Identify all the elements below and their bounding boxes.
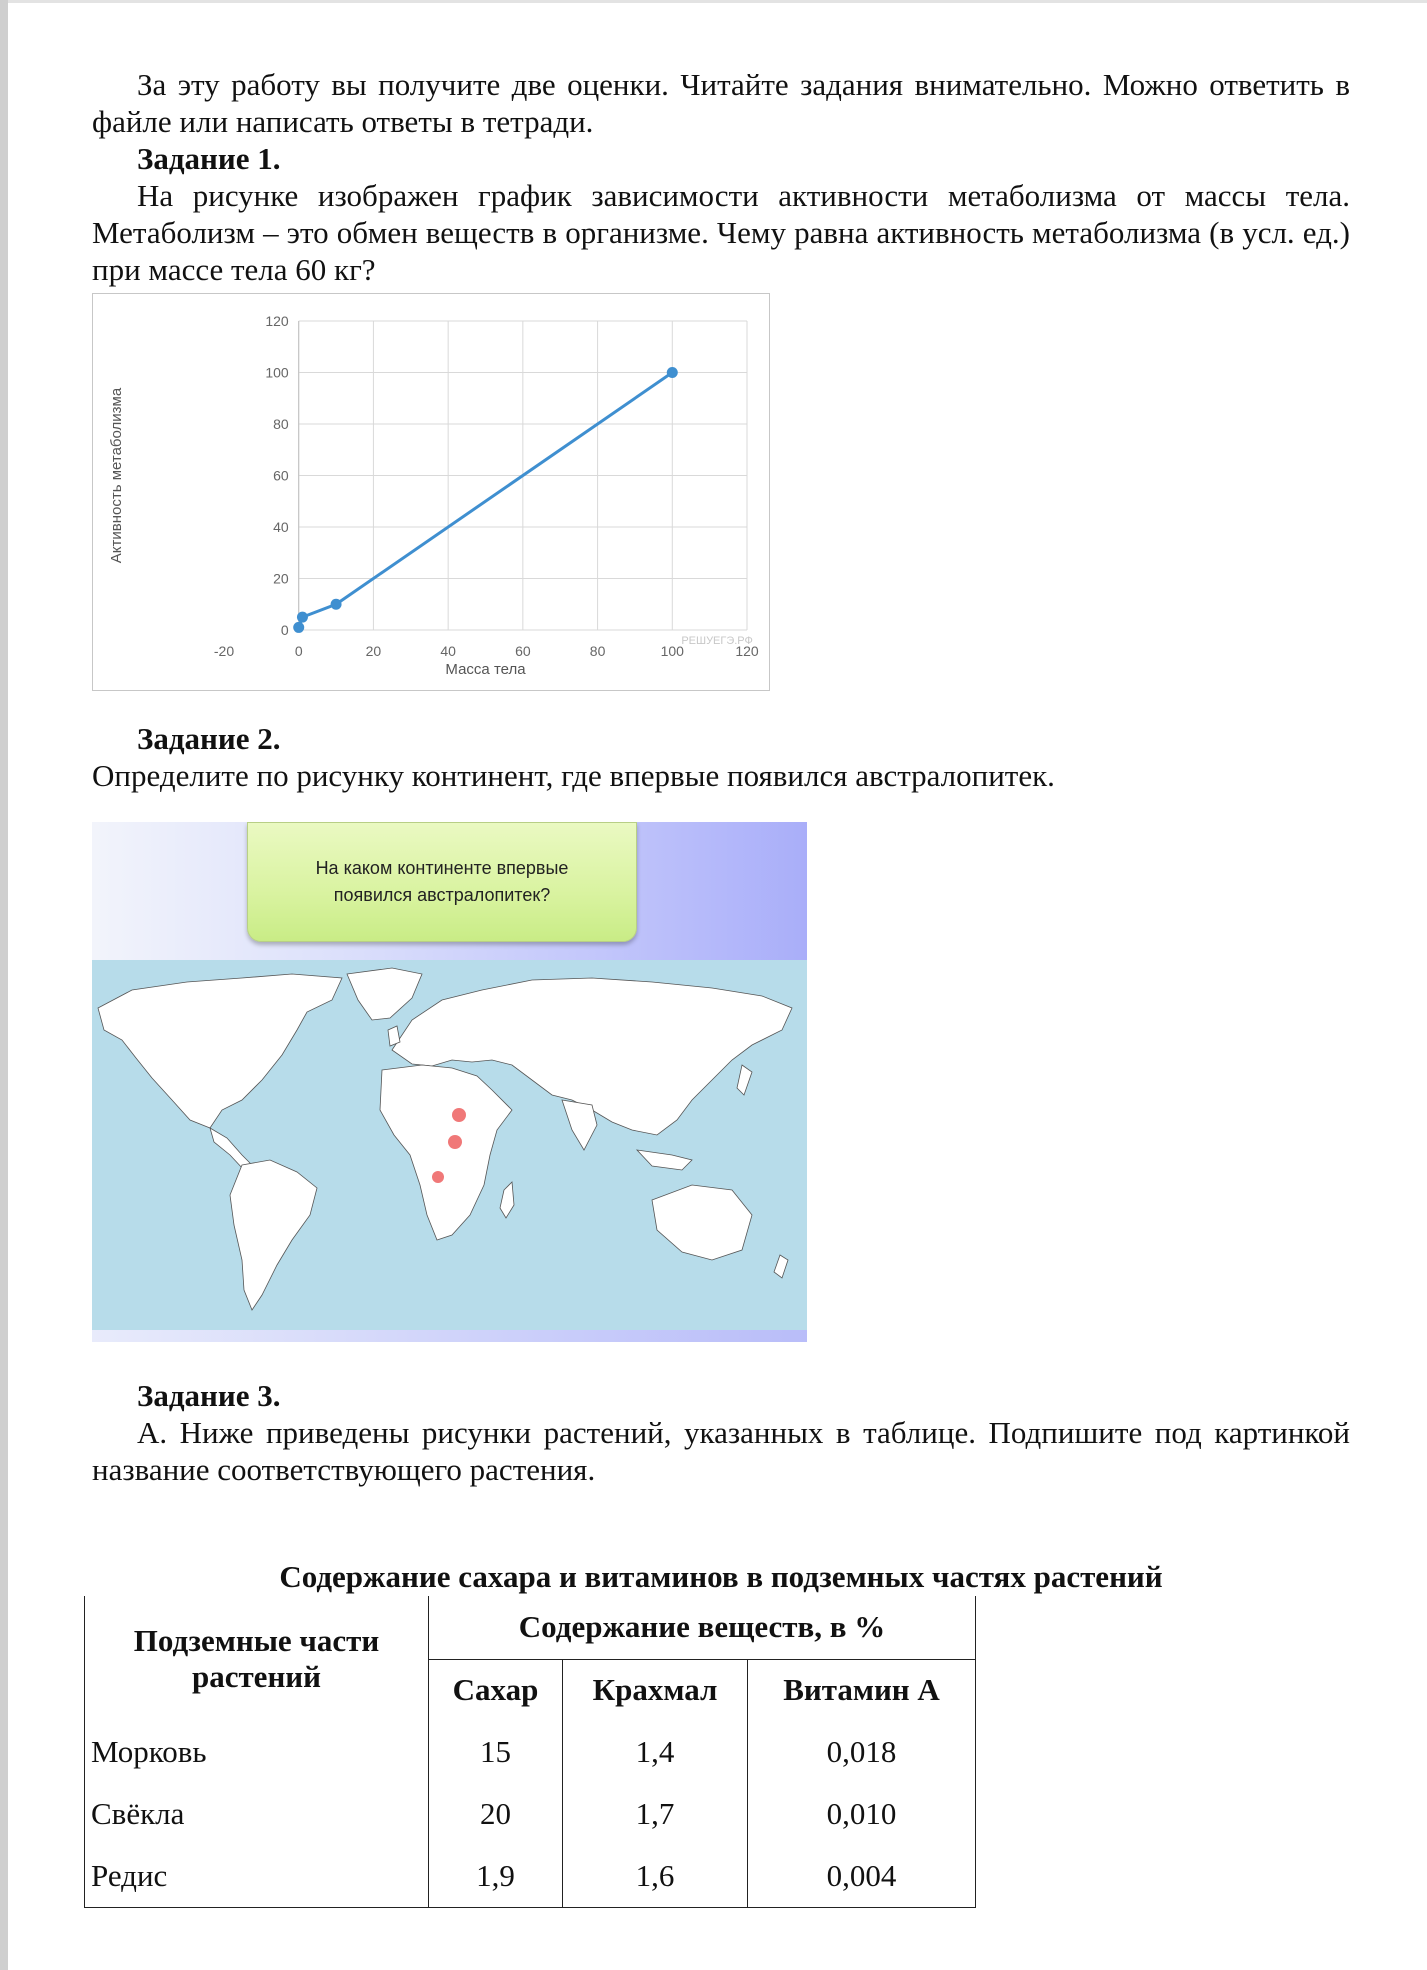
table-col-header: Крахмал (563, 1659, 748, 1721)
table-title: Содержание сахара и витаминов в подземных частях растений (279, 1559, 1163, 1594)
map-bottom-strip (92, 1330, 807, 1342)
page-left-edge (0, 0, 8, 1970)
y-tick-label: 20 (273, 570, 289, 587)
continent-africa (380, 1065, 512, 1240)
table-row (85, 1845, 976, 1907)
x-axis-title: Масса тела (445, 661, 526, 678)
table-cell: 15 (429, 1721, 563, 1783)
table-col-header: Сахар (429, 1659, 563, 1721)
island-uk (388, 1026, 400, 1046)
page-top-edge (0, 0, 1427, 3)
marker-central-africa (432, 1171, 444, 1183)
x-tick-label: 100 (660, 643, 684, 659)
chart-svg (93, 294, 769, 690)
metabolism-chart (92, 293, 770, 691)
intro-paragraph: За эту работу вы получите две оценки. Читайте задания внимательно. Можно ответить в файле или написать ответы в тетради. (92, 67, 1350, 139)
task1-text: На рисунке изображен график зависимости активности метаболизма от массы тела. Метаболизм – это обмен веществ в организме. Чему равна активность метаболизма (в усл. ед.) при массе тела 60 кг? (92, 178, 1350, 287)
table-cell: 20 (429, 1783, 563, 1845)
table-cell-name: Морковь (85, 1721, 429, 1783)
task1-heading: Задание 1. (137, 141, 281, 176)
table-cell: 1,9 (429, 1845, 563, 1907)
marker-ethiopia-south (448, 1135, 462, 1149)
x-tick-label: -20 (213, 643, 235, 659)
y-tick-label: 100 (265, 364, 289, 381)
y-tick-label: 40 (273, 519, 289, 535)
document-body (92, 66, 1350, 288)
continent-australia (652, 1185, 752, 1260)
world-map (92, 960, 807, 1330)
table-row-header: Подземные части растений (85, 1596, 429, 1721)
data-point (331, 599, 342, 610)
continent-north-america (98, 974, 342, 1128)
island-madagascar (500, 1182, 514, 1218)
data-point (293, 622, 304, 633)
x-tick-label: 60 (515, 643, 531, 659)
islands-se-asia (637, 1150, 692, 1170)
y-axis-title: Активность метаболизма (108, 387, 125, 564)
task2-heading: Задание 2. (137, 721, 281, 756)
world-map-figure (92, 822, 807, 1342)
table-cell-name: Редис (85, 1845, 429, 1907)
table-col-header: Витамин А (748, 1659, 976, 1721)
table-cell-name: Свёкла (85, 1783, 429, 1845)
nutrient-table (84, 1596, 976, 1908)
y-tick-label: 0 (280, 622, 289, 638)
continent-south-america (230, 1160, 317, 1310)
question-box-text: На каком континенте впервые появился австралопитек? (315, 858, 569, 905)
continent-central-america (210, 1128, 252, 1170)
x-tick-label: 80 (589, 643, 606, 659)
table-cell: 0,004 (748, 1845, 976, 1907)
x-tick-label: 20 (365, 643, 382, 659)
task3-block (92, 1377, 1350, 1488)
watermark: РЕШУЕГЭ.РФ (681, 635, 753, 647)
table-cell: 1,4 (563, 1721, 748, 1783)
table-cell: 1,7 (563, 1783, 748, 1845)
task3-heading: Задание 3. (137, 1378, 281, 1413)
task2-text: Определите по рисунку континент, где впервые появился австралопитек. (92, 758, 1055, 793)
task3-text: А. Ниже приведены рисунки растений, указанных в таблице. Подпишите под картинкой название соответствующего растения. (92, 1415, 1350, 1487)
table-cell: 0,010 (748, 1783, 976, 1845)
question-box (247, 822, 637, 942)
island-new-zealand (774, 1255, 788, 1278)
table-cell: 0,018 (748, 1721, 976, 1783)
x-tick-label: 0 (294, 643, 303, 659)
y-tick-label: 60 (273, 467, 289, 484)
y-tick-label: 120 (265, 313, 289, 329)
data-point (297, 612, 308, 623)
table-row (85, 1783, 976, 1845)
x-tick-label: 40 (440, 643, 456, 659)
world-map-svg (92, 960, 807, 1330)
task2-block (92, 720, 1350, 794)
series-line (299, 373, 673, 628)
table-group-header: Содержание веществ, в % (429, 1596, 976, 1659)
region-india (562, 1100, 597, 1150)
data-point (667, 367, 678, 378)
continent-greenland (347, 968, 422, 1020)
table-cell: 1,6 (563, 1845, 748, 1907)
y-tick-label: 80 (273, 416, 289, 432)
marker-ethiopia-north (452, 1108, 466, 1122)
table-row (85, 1721, 976, 1783)
island-japan (737, 1065, 752, 1095)
x-tick-label: 120 (735, 643, 759, 659)
